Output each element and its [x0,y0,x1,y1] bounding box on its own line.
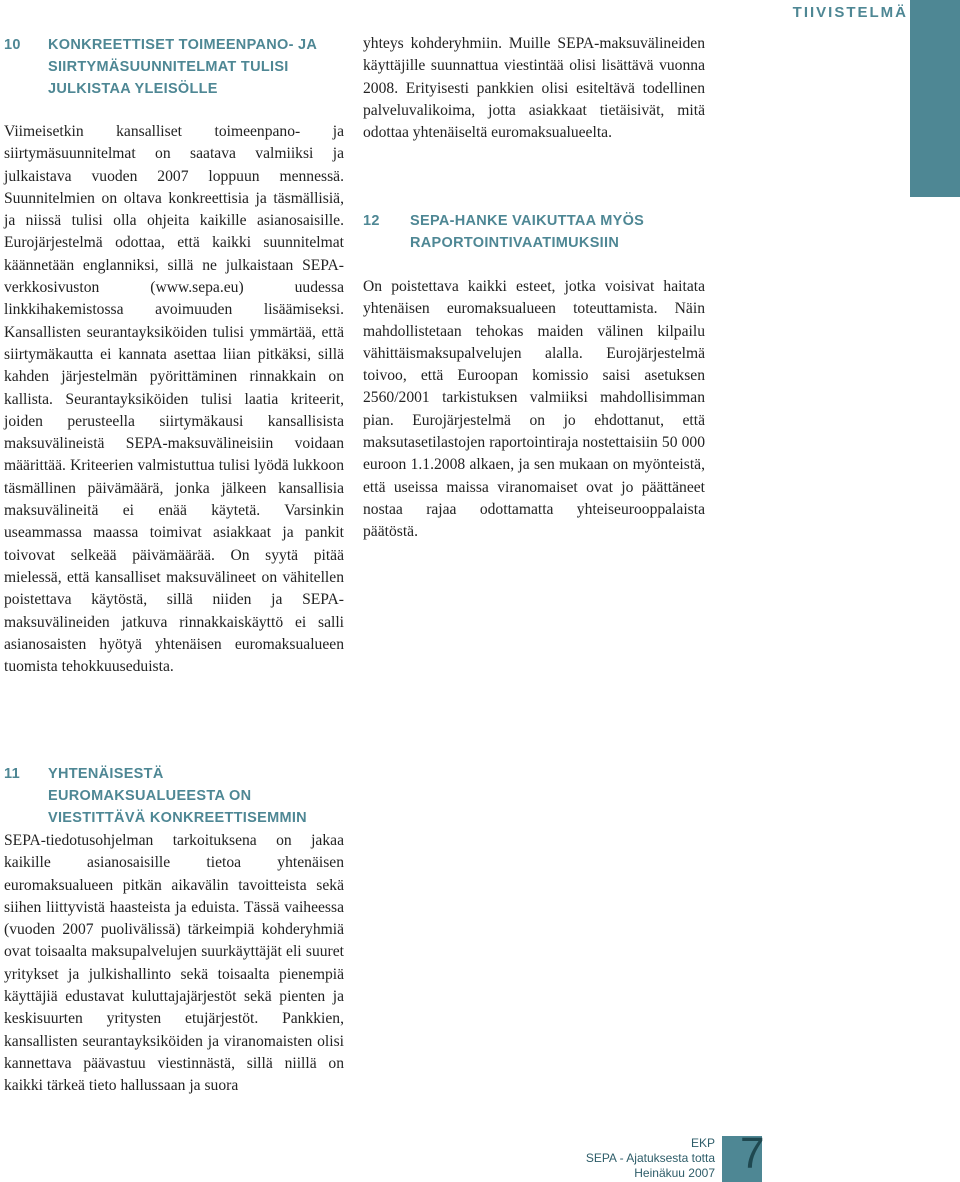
page-number: 7 [740,1129,765,1178]
section-title: YHTENÄISESTÄ EUROMAKSUALUEESTA ON VIESTITTÄVÄ KONKREETTISEMMIN [48,766,307,826]
section-label: TIIVISTELMÄ [792,4,908,21]
footer-doc-title: SEPA - Ajatuksesta totta [585,1151,715,1165]
section-12-body: On poistettava kaikki esteet, jotka voisivat haitata yhtenäisen euromaksualueen toteuttamista. Näin mahdollistetaan tehokas maiden välinen kilpailu vähittäismaksupalvelujen alalla. Eurojärjestelmä toivoo, että Euroopan komissio saisi asetuksen 2560/2001 tarkistuksen valmiiksi mahdollisimman pian. Eurojärjestelmä on jo ehdottanut, että maksutasetilastojen raportointiraja nostettaisiin 50 000 euroon 1.1.2008 alkaen, ja sen mukaan on myönteistä, että useissa maissa viranomaiset ovat jo päättäneet nostaa rajaa odottamatta yhteiseurooppalaista päätöstä. [363,278,705,541]
section-number: 12 [363,213,380,229]
continuation-text: yhteys kohderyhmiin. Muille SEPA-maksuvälineiden käyttäjille suunnattua viestintää olisi lisättävä vuonna 2008. Erityisesti pankkien olisi esiteltävä todellinen palveluvalikoima, jotta asiakkaat tietäisivät, mitä odottaa yhtenäiseltä euromaksualueelta. [363,35,705,142]
section-12-heading [363,210,705,254]
footer-date: Heinäkuu 2007 [634,1166,715,1180]
section-11-body: SEPA-tiedotusohjelman tarkoituksena on jakaa kaikille asianosaisille tietoa yhtenäisen euromaksualueen pitkän aikavälin tavoitteista sekä siihen liittyvistä haasteista ja eduista. Tässä vaiheessa (vuoden 2007 puolivälissä) tärkeimpiä kohderyhmiä ovat toisaalta maksupalvelujen suurkäyttäjät eli suuret yritykset ja julkishallinto sekä toisaalta pienempiä käyttäjiä edustavat kuluttajajärjestöt sekä pienten ja keskisuurten yritysten etujärjestöt. Pankkien, kansallisten seurantayksiköiden ja viranomaisten olisi kannettava päävastuu viestinnästä, sillä niillä on kaikki tärkeä tieto hallussaan ja suora [4,832,344,1095]
footer-org: EKP [690,1136,715,1150]
page-footer [586,1136,715,1181]
section-title: SEPA-HANKE VAIKUTTAA MYÖS RAPORTOINTIVAATIMUKSIIN [410,213,645,251]
section-number: 10 [4,37,21,53]
section-10-body: Viimeisetkin kansalliset toimeenpano- ja siirtymäsuunnitelmat on saatava valmiiksi ja julkaistava vuoden 2007 loppuun mennessä. Suunnitelmien on oltava konkreettisia ja täsmällisiä, ja niissä tulisi olla ohjeita kaikille asianosaisille. Eurojärjestelmä odottaa, että kaikki suunnitelmat käännetään englanniksi, sillä ne julkaistaan SEPA-verkkosivuston (www.sepa.eu) uudessa linkkihakemistossa avoimuuden lisäämiseksi. Kansallisten seurantayksiköiden tulisi ymmärtää, että siirtymäkautta ei kannata asettaa liian pitkäksi, sillä kahden järjestelmän pyörittäminen rinnakkain on kallista. Seurantayksiköiden tulisi laatia kriteerit, joiden perusteella siirtymäkausi kansallisista maksuvälineistä SEPA-maksuvälineisiin voidaan määrittää. Kriteerien valmistuttua tulisi lyödä lukkoon täsmällinen päivämäärä, jonka jälkeen kansallisia maksuvälineitä ei enää käytetä. Varsinkin useammassa maassa toimivat asiakkaat ja pankit toivovat selkeää päivämäärää. On syytä pitää mielessä, että kansalliset maksuvälineet on vähitellen poistettava käytöstä, sillä niiden ja SEPA-maksuvälineiden jatkuva rinnakkaiskäyttö ei salli asianosaisten hyötyä yhtenäisen euromaksualueen tuomista tehokkuuseduista. [4,123,344,676]
section-11-heading [4,763,344,829]
section-tab [910,0,960,197]
section-number: 11 [4,766,20,782]
section-title: KONKREETTISET TOIMEENPANO- JA SIIRTYMÄSUUNNITELMAT TULISI JULKISTAA YLEISÖLLE [48,37,317,97]
section-10-heading [4,34,342,100]
